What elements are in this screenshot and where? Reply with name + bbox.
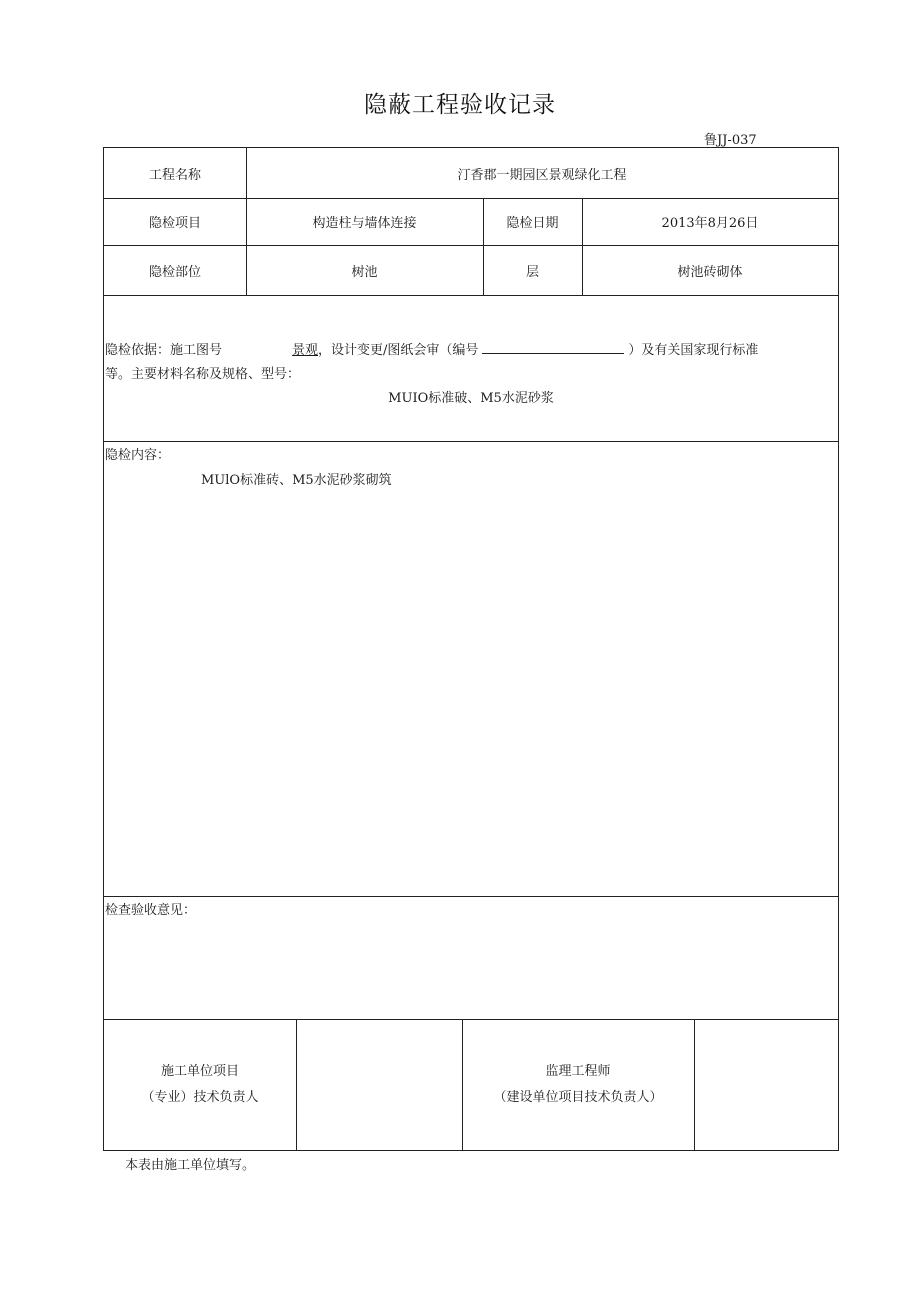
inspection-content-label: 隐检内容： (105, 448, 171, 463)
basis-middle: ，设计变更/图纸会审（编号 (318, 343, 479, 358)
materials-label: 等。主要材料名称及规格、型号： (105, 367, 301, 382)
project-name-value: 汀香郡一期园区景观绿化工程 (457, 167, 627, 183)
floor-label: 层 (525, 264, 539, 280)
row-divider (104, 896, 838, 897)
inspection-date-value: 2013年8月26日 (661, 216, 759, 231)
row-divider (104, 295, 838, 296)
inspection-location-value: 树池 (351, 264, 378, 280)
document-title: 隐蔽工程验收记录 (364, 92, 556, 118)
inspection-record-table (103, 147, 839, 1151)
inspection-basis-line (105, 339, 758, 358)
acceptance-opinion-label: 检查验收意见： (105, 903, 197, 918)
supervisor-signature-label (462, 1059, 694, 1111)
form-code: 鲁JJ-037 (704, 133, 757, 148)
inspection-location-label: 隐检部位 (148, 264, 201, 280)
inspection-item-label: 隐检项目 (148, 216, 201, 231)
project-name-label: 工程名称 (148, 167, 201, 183)
inspection-content-text: MUlO标准砖、M5水泥砂浆砌筑 (201, 473, 392, 488)
supervisor-label-line1: 监理工程师 (545, 1064, 611, 1079)
materials-value: MUIO标准破、M5水泥砂浆 (388, 391, 554, 406)
drawing-number: 景观 (292, 343, 319, 358)
row-divider (104, 1019, 838, 1020)
contractor-label-line2: （专业）技术负责人 (141, 1090, 259, 1105)
contractor-label-line1: 施工单位项目 (160, 1064, 239, 1079)
contractor-signature-label (104, 1059, 296, 1111)
change-number-blank (482, 342, 624, 354)
inspection-date-label: 隐检日期 (506, 216, 559, 231)
inspection-item-value: 构造柱与墙体连接 (312, 216, 417, 231)
basis-prefix: 隐检依据：施工图号 (105, 343, 223, 358)
column-divider (694, 1019, 695, 1150)
footnote: 本表由施工单位填写。 (125, 1158, 256, 1173)
basis-suffix: ）及有关国家现行标准 (628, 343, 759, 358)
row-divider (104, 441, 838, 442)
supervisor-label-line2: （建设单位项目技术负责人） (493, 1090, 663, 1105)
floor-value: 树池砖砌体 (677, 264, 743, 280)
column-divider (296, 1019, 297, 1150)
